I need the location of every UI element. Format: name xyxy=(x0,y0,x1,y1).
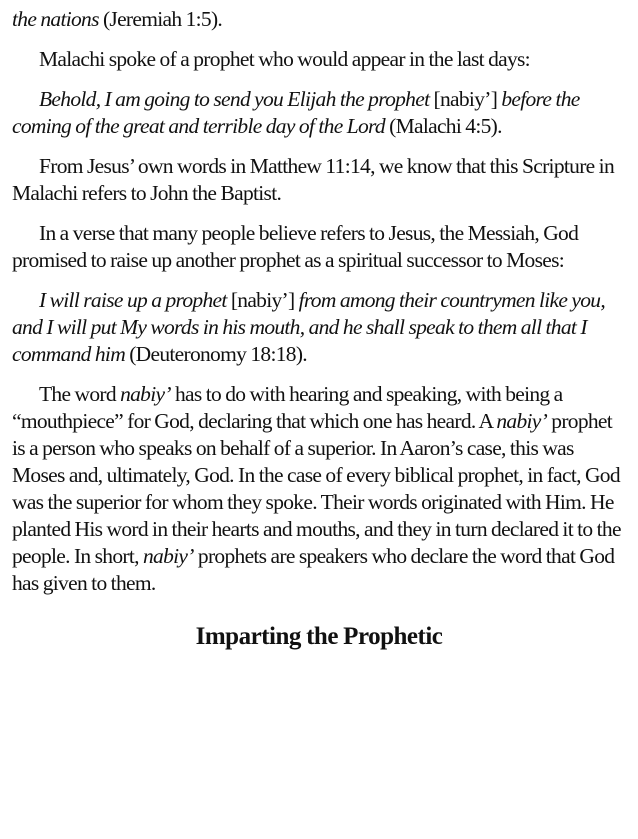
paragraph-nabiy xyxy=(12,381,626,597)
paragraph-text: Malachi spoke of a prophet who would appear in the last days: xyxy=(39,47,530,71)
quote-italic-1: I will raise up a prophet xyxy=(39,288,227,312)
term-nabiy: nabiy’ xyxy=(496,409,548,433)
reference-text: (Jeremiah 1:5). xyxy=(98,7,223,31)
paragraph-continuation xyxy=(12,6,626,33)
quote-italic-2: from among their countrymen like you, and I will put My words in his mouth, and he shall speak to them all that I command him xyxy=(12,288,606,366)
term-nabiy: nabiy’ xyxy=(143,544,194,568)
quote-reference: (Deuteronomy 18:18). xyxy=(125,342,307,366)
paragraph-text: prophet is a person who speaks on behalf of a superior. In Aaron’s case, this was Moses and, ultimately, God. In the case of every biblical prophet, in fact, God was the superior for whom they spoke. Their words originated with Him. He planted His word in their hearts and mouths, and they in turn declared it to the people. In short, xyxy=(12,409,621,568)
paragraph-text: prophets are speakers who declare the word that God has given to them. xyxy=(12,544,615,595)
quote-deuteronomy xyxy=(12,287,626,368)
quote-term: [nabiy’] xyxy=(429,87,502,111)
quote-italic-2: before the coming of the great and terrible day of the Lord xyxy=(12,87,580,138)
italic-phrase: the nations xyxy=(12,7,99,31)
term-nabiy: nabiy’ xyxy=(120,382,171,406)
quote-malachi xyxy=(12,86,626,140)
paragraph-messiah xyxy=(12,220,626,274)
paragraph-text: From Jesus’ own words in Matthew 11:14, we know that this Scripture in Malachi refers to John the Baptist. xyxy=(12,154,615,205)
paragraph-text: has to do with hearing and speaking, with being a “mouthpiece” for God, declaring that which one has heard. A xyxy=(12,382,563,433)
quote-term: [nabiy’] xyxy=(226,288,299,312)
paragraph-matthew xyxy=(12,153,626,207)
paragraph-text: In a verse that many people believe refers to Jesus, the Messiah, God promised to raise up another prophet as a spiritual successor to Moses: xyxy=(12,221,579,272)
quote-reference: (Malachi 4:5). xyxy=(384,114,502,138)
paragraph-malachi-intro xyxy=(12,46,626,73)
book-page xyxy=(12,6,626,650)
section-heading: Imparting the Prophetic xyxy=(195,623,443,650)
quote-italic-1: Behold, I am going to send you Elijah the prophet xyxy=(39,87,430,111)
paragraph-text: The word xyxy=(39,382,121,406)
